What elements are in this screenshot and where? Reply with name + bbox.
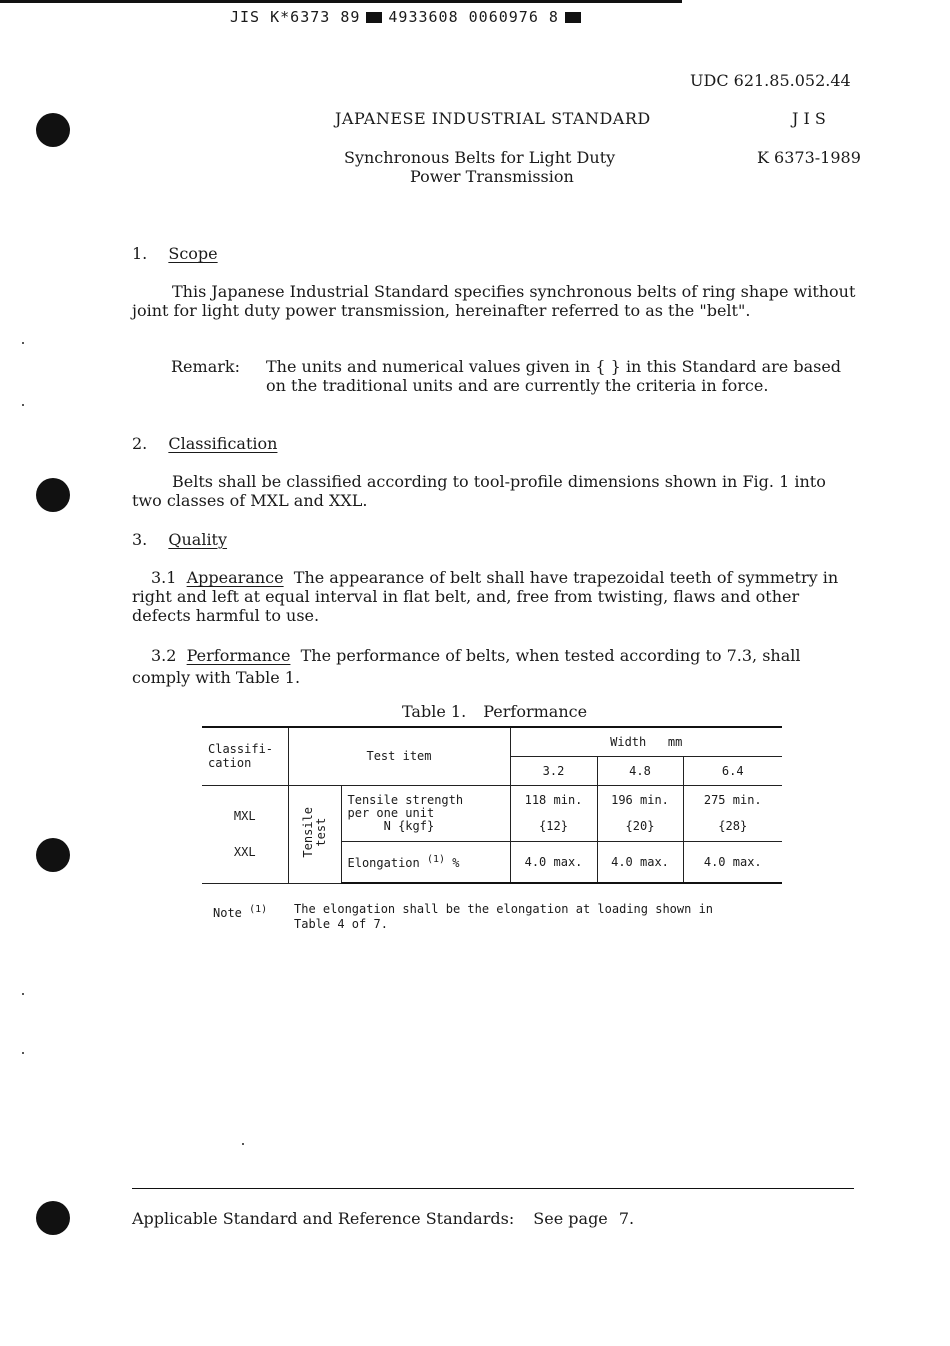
scan-speck <box>22 1052 24 1054</box>
subsection-title: Performance <box>186 646 291 665</box>
table-note <box>213 902 267 921</box>
footer-rule <box>132 1188 854 1189</box>
binder-hole <box>36 113 70 147</box>
elongation-value: 4.0 max. <box>683 841 782 883</box>
elongation-unit: % <box>452 855 460 870</box>
tensile-si: 196 min. <box>611 793 669 807</box>
table-row-tensile <box>202 785 782 841</box>
title-line-2: Power Transmission <box>410 167 574 186</box>
class-cell <box>202 785 288 883</box>
standard-number: K 6373-1989 <box>757 148 861 167</box>
footer-reference <box>132 1209 634 1228</box>
section-title: Scope <box>168 244 218 263</box>
footer-page-number: 7. <box>618 1209 635 1228</box>
class-mxl: MXL <box>233 809 256 823</box>
subsection-number: 3.1 <box>151 568 177 587</box>
test-group-cell <box>288 785 341 883</box>
tensile-si: 118 min. <box>524 793 583 807</box>
tensile-kgf: {12} <box>539 819 568 833</box>
subsection-title: Appearance <box>186 568 284 587</box>
elongation-label: Elongation <box>347 855 420 870</box>
subsection-text: The appearance of belt shall have trapezoidal teeth of symmetry in right and left at equal interval in flat belt, and, free from twisting, flaws and other defects harmful to use. <box>132 568 839 625</box>
section-1-heading <box>132 244 218 263</box>
appearance-paragraph <box>132 568 850 625</box>
remark-label: Remark: <box>171 357 240 376</box>
udc-number: UDC 621.85.052.44 <box>690 71 851 90</box>
scan-speck <box>22 404 24 406</box>
binder-hole <box>36 1201 70 1235</box>
note-ref: (1) <box>249 904 268 915</box>
tensile-kgf: {20} <box>625 819 655 833</box>
class-xxl: XXL <box>233 845 256 859</box>
scan-speck <box>22 342 24 344</box>
table-caption <box>402 702 587 721</box>
header-test-item: Test item <box>288 727 510 785</box>
elongation-value: 4.0 max. <box>597 841 683 883</box>
elongation-value: 4.0 max. <box>510 841 597 883</box>
footer-see: See page <box>533 1209 608 1228</box>
document-code-a: JIS K*6373 89 <box>230 8 361 26</box>
test-group-label: Tensile test <box>300 807 328 858</box>
binder-hole <box>36 478 70 512</box>
section-title: Quality <box>168 530 228 549</box>
black-block-mark <box>366 12 382 23</box>
tensile-label: Tensile strength per one unit N {kgf} <box>341 785 510 841</box>
performance-table <box>202 726 782 884</box>
section-number: 2. <box>132 434 148 453</box>
black-block-mark <box>565 12 581 23</box>
header-classification: Classifi- cation <box>202 727 288 785</box>
document-code-b: 4933608 0060976 8 <box>388 8 559 26</box>
table-header-row <box>202 727 782 756</box>
tensile-value-cell <box>683 785 782 841</box>
subsection-text: The performance of belts, when tested according to 7.3, shall comply with Table 1. <box>132 646 801 687</box>
width-value: 3.2 <box>510 756 597 785</box>
tensile-kgf: {28} <box>718 819 748 833</box>
document-code <box>230 8 587 26</box>
width-value: 4.8 <box>597 756 683 785</box>
scan-speck <box>22 993 24 995</box>
section-2-heading <box>132 434 277 453</box>
section-number: 1. <box>132 244 148 263</box>
footer-text: Applicable Standard and Reference Standards: <box>132 1209 515 1228</box>
note-text: The elongation shall be the elongation at loading shown in Table 4 of 7. <box>294 902 714 931</box>
section-3-heading <box>132 530 227 549</box>
tensile-value-cell <box>510 785 597 841</box>
tensile-si: 275 min. <box>703 793 762 807</box>
section-title: Classification <box>168 434 278 453</box>
title-line-1: Synchronous Belts for Light Duty <box>344 148 616 167</box>
classification-paragraph: Belts shall be classified according to tool-profile dimensions shown in Fig. 1 into two classes of MXL and XXL. <box>132 472 826 510</box>
table-caption-number: Table 1. <box>402 702 467 721</box>
elongation-note-ref: (1) <box>426 853 446 865</box>
elongation-label-cell <box>341 841 510 883</box>
binder-hole <box>36 838 70 872</box>
width-value: 6.4 <box>683 756 782 785</box>
tensile-value-cell <box>597 785 683 841</box>
table-caption-title: Performance <box>483 702 588 721</box>
subsection-number: 3.2 <box>151 646 177 665</box>
jis-label: J I S <box>792 109 826 128</box>
section-number: 3. <box>132 530 148 549</box>
scan-speck <box>242 1143 244 1145</box>
remark-text: The units and numerical values given in { } in this Standard are based on the traditional units and are currently the criteria in force. <box>266 357 842 395</box>
scope-paragraph: This Japanese Industrial Standard specifies synchronous belts of ring shape without joint for light duty power transmission, hereinafter referred to as the "belt". <box>132 282 856 320</box>
standard-name: JAPANESE INDUSTRIAL STANDARD <box>335 109 651 128</box>
note-label: Note <box>213 906 242 920</box>
performance-paragraph <box>132 645 836 689</box>
header-width: Width mm <box>510 727 782 756</box>
top-rule <box>0 0 682 3</box>
